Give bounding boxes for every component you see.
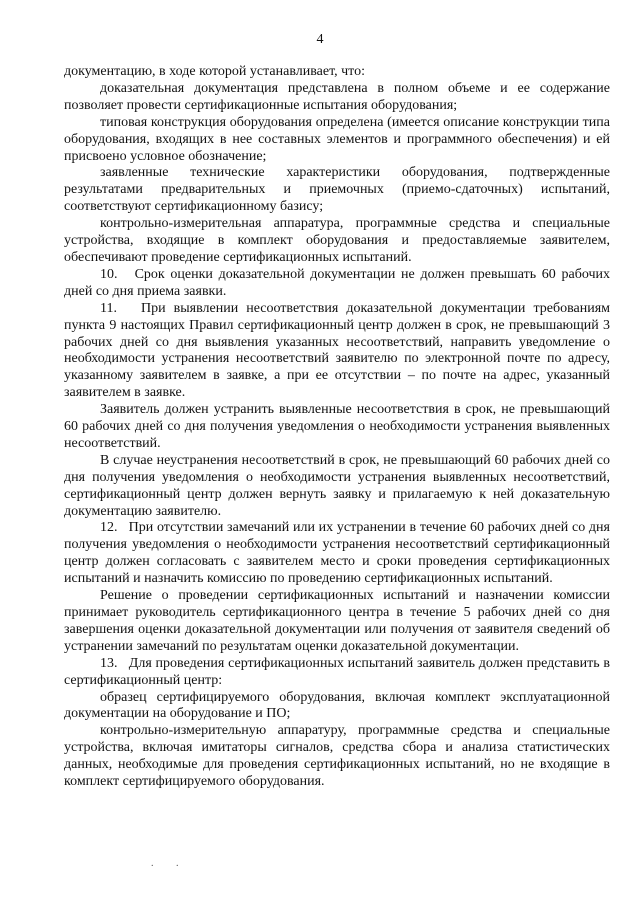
paragraph-type-design: типовая конструкция оборудования определена (имеется описание конструкции типа оборудования, входящих в нее составных элементов и программного обеспечения) и ей присвоено условное обозначение; [64, 114, 610, 164]
paragraph-decision: Решение о проведении сертификационных испытаний и назначении комиссии принимает руководитель сертификационного центра в течение 5 рабочих дней со дня завершения оценки доказательной документации или получения от заявителя сведений об устранении замечаний по результатам оценки доказательной документации. [64, 588, 610, 654]
list-item-test-equipment: контрольно-измерительную аппаратуру, программные средства и специальные устройства, включая имитаторы сигналов, средства сбора и анализа статистических данных, необходимые для проведения сертификационных испытаний, но не входящие в комплект сертифицируемого оборудования. [64, 723, 610, 790]
clause-10: 10. Срок оценки доказательной документации не должен превышать 60 рабочих дней со дня приема заявки. [64, 266, 610, 299]
paragraph-measurement-equipment: контрольно-измерительная аппаратура, программные средства и специальные устройства, входящие в комплект оборудования и предоставляемые заявителем, обеспечивают проведение сертификационных испытаний. [64, 216, 610, 265]
paragraph-applicant-remedy: Заявитель должен устранить выявленные несоответствия в срок, не превышающий 60 рабочих дней со дня получения уведомления о необходимости устранения выявленных несоответствий. [64, 402, 610, 451]
paragraph-documentation-complete: доказательная документация представлена в полном объеме и ее содержание позволяет провести сертификационные испытания оборудования; [64, 80, 610, 113]
list-item-equipment-sample: образец сертифицируемого оборудования, включая комплект эксплуатационной документации на оборудование и ПО; [64, 689, 610, 722]
page-number: 4 [316, 32, 324, 47]
paragraph-declared-characteristics: заявленные технические характеристики оборудования, подтвержденные результатами предварительных и приемочных (приемо-сдаточных) испытаний, соответствуют сертификационному базису; [64, 165, 610, 215]
clause-11: 11. При выявлении несоответствия доказательной документации требованиям пункта 9 настоящих Правил сертификационный центр должен в срок, не превышающий 3 рабочих дней со дня выявления указанных несоответствий, направить уведомление о необходимости устранения несоответствий заявителю по электронной почте по адресу, указанному заявителем в заявке, а при ее отсутствии – по почте на адрес, указанный заявителем в заявке. [64, 300, 610, 401]
scan-artifact-dots: . . [151, 858, 189, 869]
document-body [64, 64, 610, 791]
clause-12: 12. При отсутствии замечаний или их устранении в течение 60 рабочих дней со дня получения уведомления о необходимости устранения несоответствий сертификационный центр должен согласовать с заявителем место и сроки проведения сертификационных испытаний и назначить комиссию по проведению сертификационных испытаний. [64, 520, 610, 587]
clause-13: 13. Для проведения сертификационных испытаний заявитель должен представить в сертификационный центр: [64, 655, 610, 688]
paragraph-non-remedy: В случае неустранения несоответствий в срок, не превышающий 60 рабочих дней со дня получения уведомления о необходимости устранения выявленных несоответствий, сертификационный центр должен вернуть заявку и прилагаемую к ней доказательную документацию заявителю. [64, 452, 610, 519]
paragraph-continuation: документацию, в ходе которой устанавливает, что: [64, 64, 366, 79]
